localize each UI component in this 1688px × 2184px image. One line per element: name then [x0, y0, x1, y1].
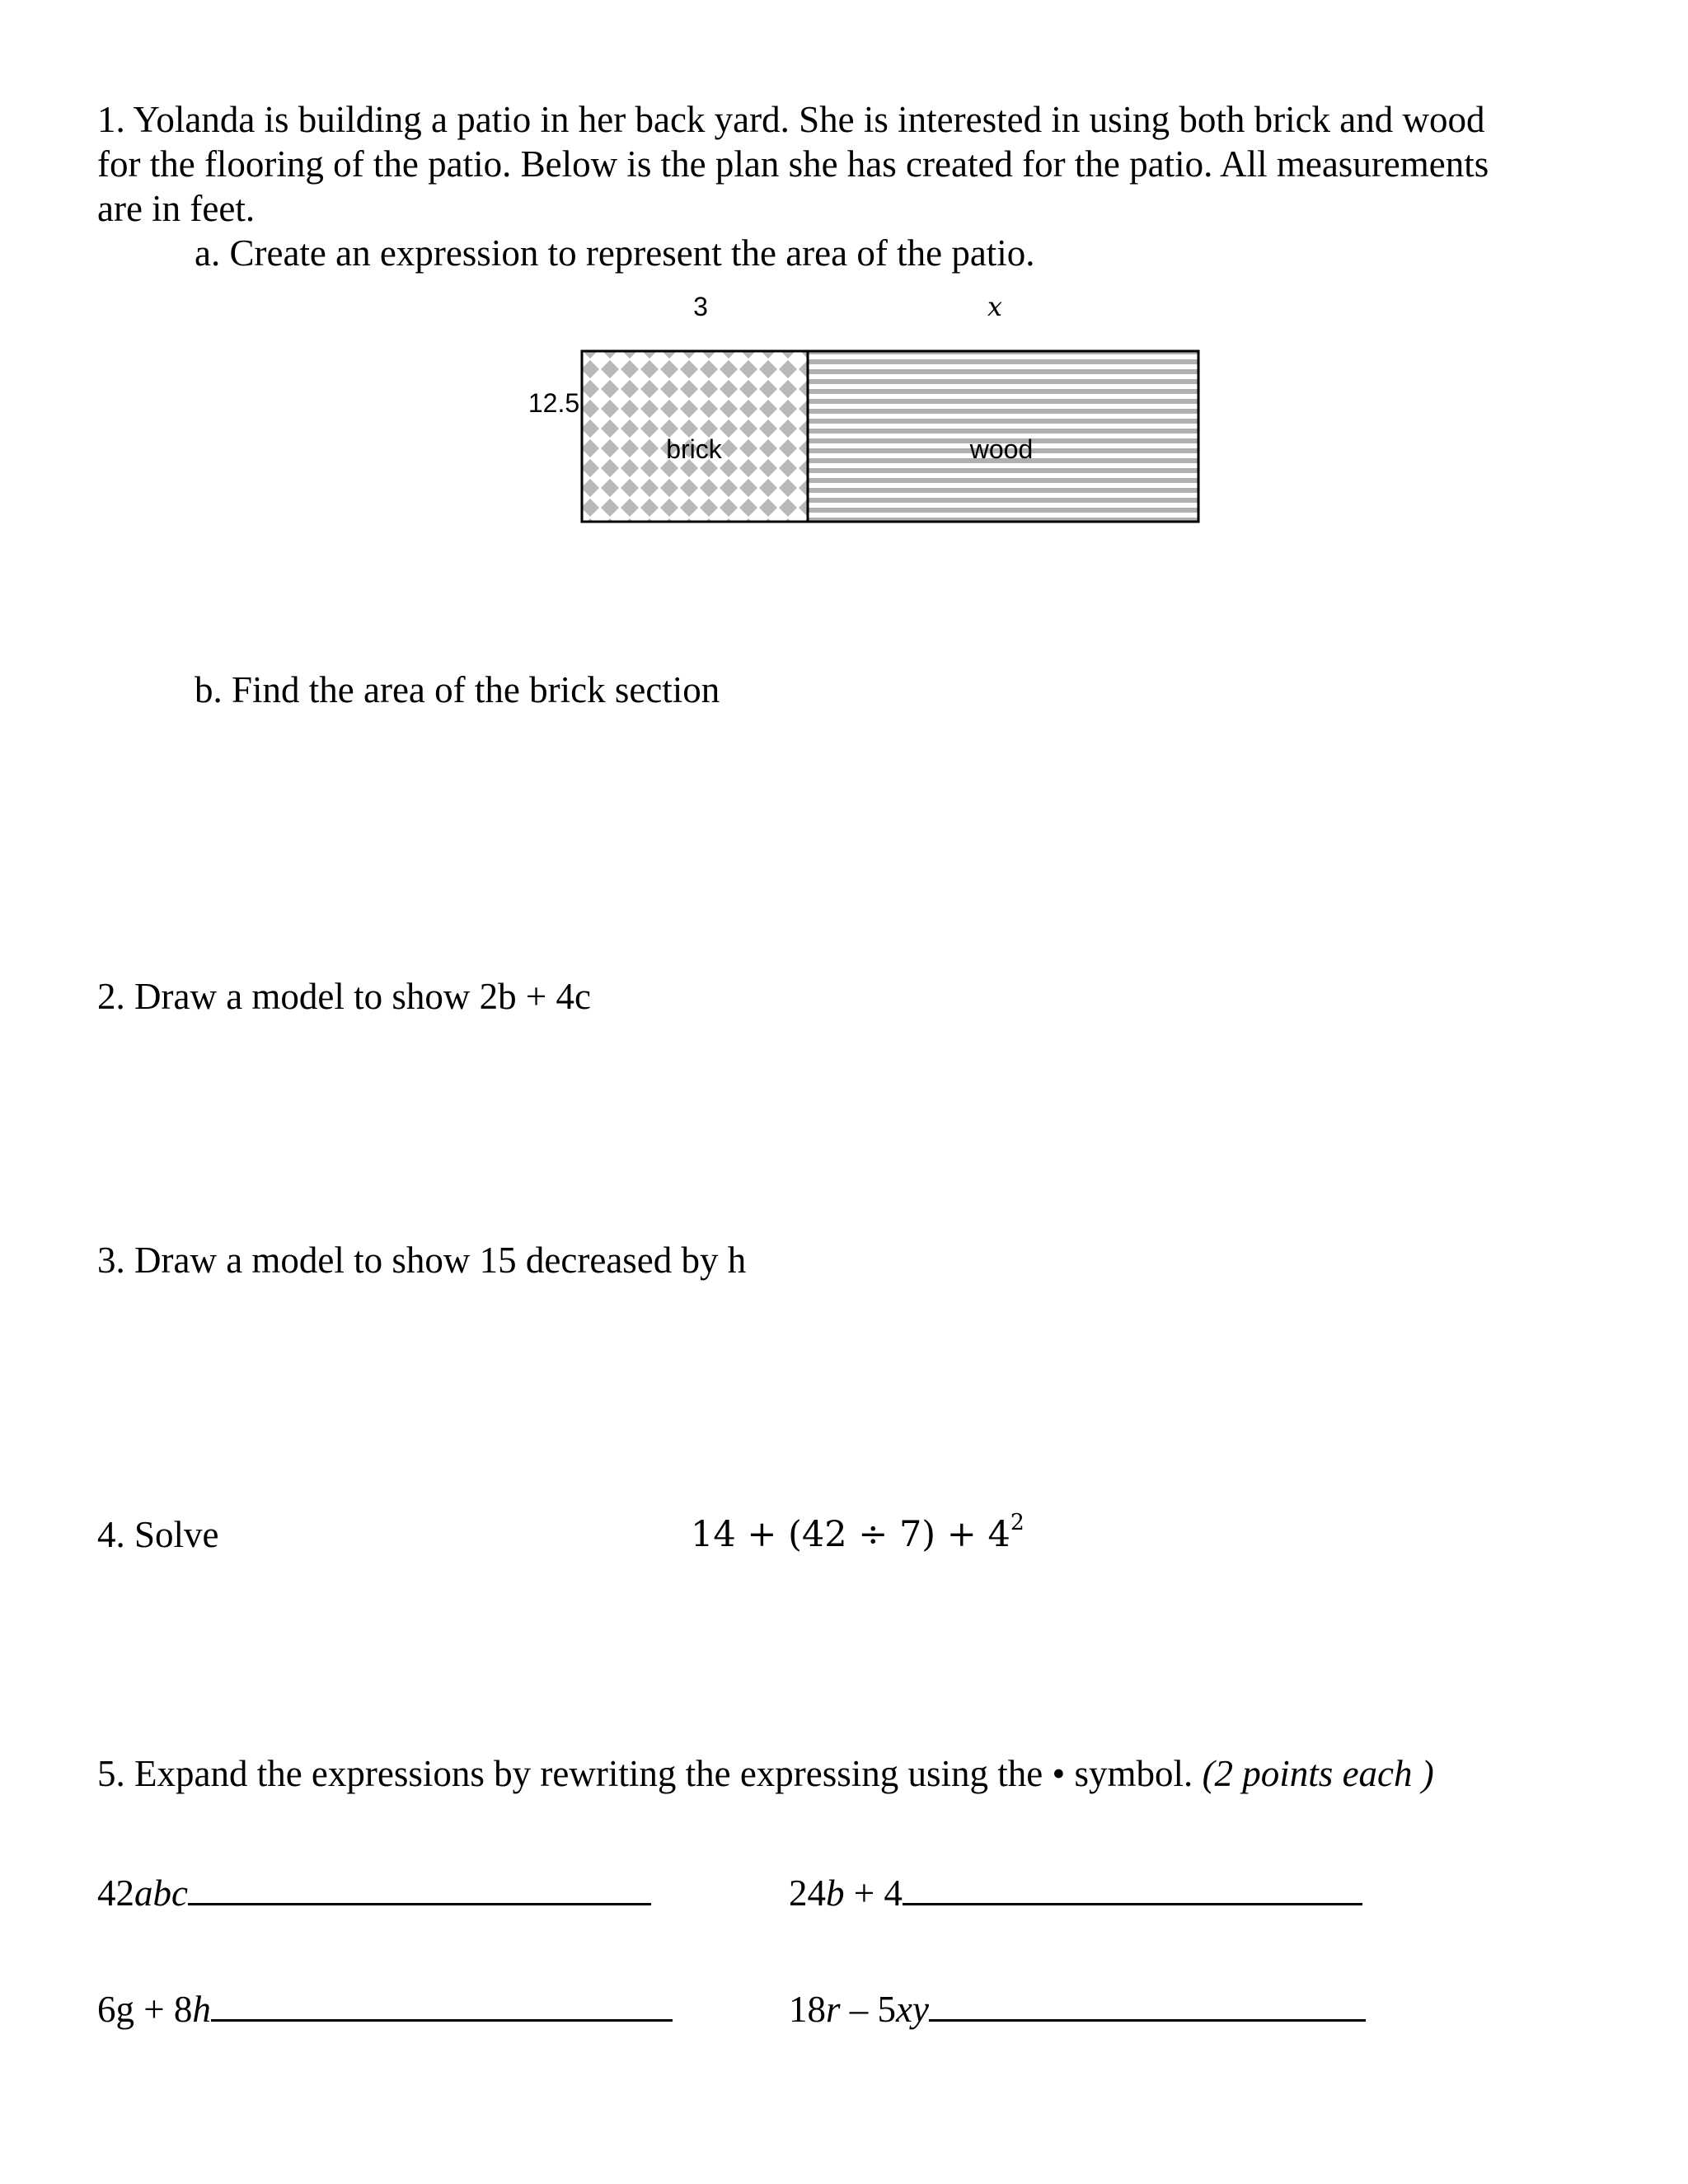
label-height: 12.5: [528, 388, 580, 418]
q5-item-4-var: r: [826, 1989, 841, 2030]
label-width-brick: 3: [693, 292, 708, 321]
answer-blank-2[interactable]: [903, 1867, 1362, 1905]
q2-text: 2. Draw a model to show 2b + 4c: [97, 976, 592, 1017]
q4-expression-text: 14 + (42 ÷ 7) + 4: [691, 1514, 1010, 1555]
q5-item-2-rest: + 4: [844, 1872, 903, 1914]
q5-item-4-rest: – 5: [840, 1989, 897, 2030]
q5-text: 5. Expand the expressions by rewriting the expressing using the • symbol.: [97, 1753, 1193, 1794]
q4-label: 4. Solve: [97, 1514, 219, 1555]
q5-item-1: [97, 1867, 651, 1915]
answer-blank-3[interactable]: [211, 1983, 673, 2022]
q5-item-2: [789, 1867, 1362, 1915]
q5-item-3-coef: 6g + 8: [97, 1989, 193, 2030]
q5-item-2-var: b: [826, 1872, 845, 1914]
q1-line1-text: Yolanda is building a patio in her back yard. She is interested in using both brick and wood: [133, 99, 1485, 140]
q5-item-1-coef: 42: [97, 1872, 134, 1914]
q5-item-4-coef: 18: [789, 1989, 826, 2030]
q5-item-4-var2: xy: [896, 1989, 929, 2030]
patio-diagram: [462, 280, 1220, 544]
q1-line2: for the flooring of the patio. Below is the plan she has created for the patio. All measurements: [97, 143, 1489, 185]
answer-blank-1[interactable]: [188, 1867, 651, 1905]
answer-blank-4[interactable]: [929, 1983, 1366, 2022]
q5-item-3: [97, 1983, 673, 2032]
q1-line3: are in feet.: [97, 188, 256, 229]
q5-item-1-var: abc: [134, 1872, 188, 1914]
label-width-wood: x: [987, 291, 1003, 322]
q1-part-a: a. Create an expression to represent the area of the patio.: [195, 232, 1035, 274]
q1-line1: [97, 97, 1485, 142]
q5-item-3-var: h: [192, 1989, 211, 2030]
q5-prompt: [97, 1751, 1434, 1796]
brick-label: brick: [666, 434, 722, 464]
q4-exponent: 2: [1010, 1510, 1025, 1536]
q5-note: (2 points each ): [1202, 1753, 1434, 1794]
q3-text: 3. Draw a model to show 15 decreased by h: [97, 1240, 747, 1281]
q1-part-b: b. Find the area of the brick section: [195, 669, 720, 710]
wood-label: wood: [969, 434, 1034, 464]
q5-item-2-coef: 24: [789, 1872, 826, 1914]
q1-number: 1.: [97, 99, 125, 140]
q5-item-4: [789, 1983, 1366, 2032]
q4-expression: [691, 1512, 1025, 1557]
